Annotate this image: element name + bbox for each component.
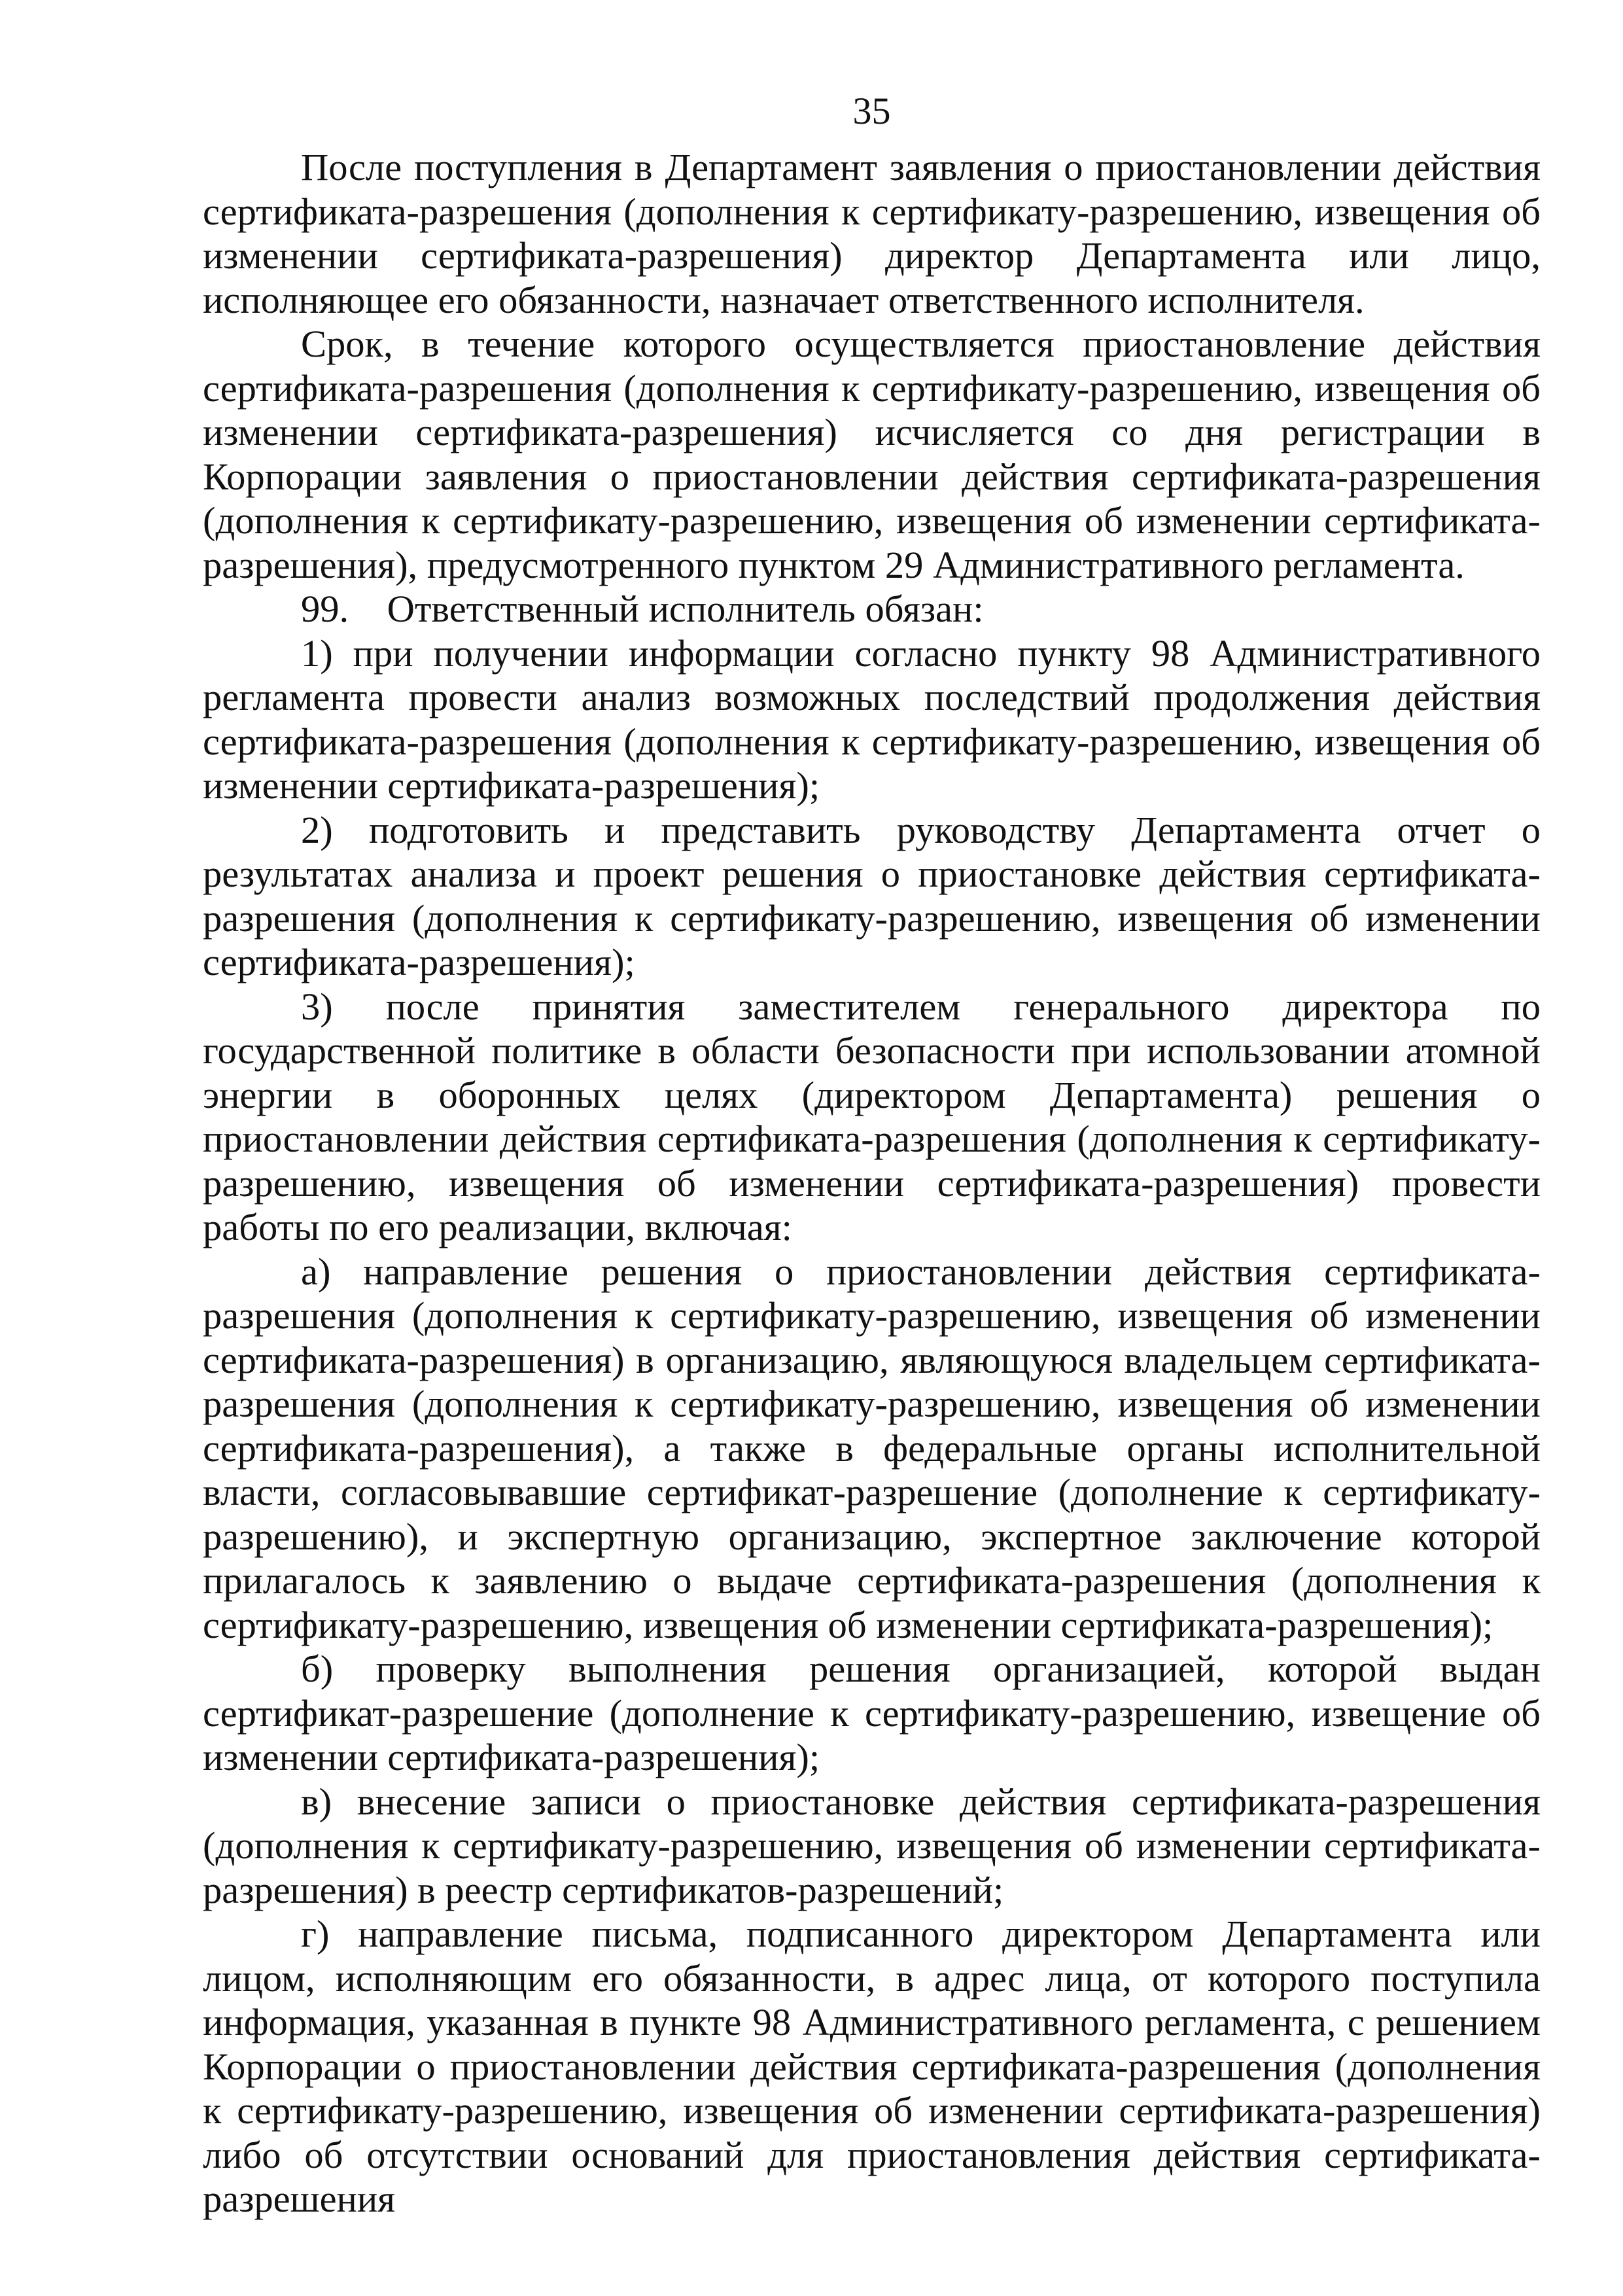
paragraph-99-item-1: 1) при получении информации согласно пункту 98 Административного регламента провести анализ возможных последствий продолжения действия сертификата-разрешения (дополнения к сертификату-разрешению, извещения об изменении сертификата-разрешения); — [203, 631, 1541, 807]
paragraph-suspension-term: Срок, в течение которого осуществляется приостановление действия сертификата-разрешения (дополнения к сертификату-разрешению, извещения об изменении сертификата-разрешения) исчисляется со дня регистрации в Корпорации заявления о приостановлении действия сертификата-разрешения (дополнения к сертификату-разрешению, извещения об изменении сертификата-разрешения), предусмотренного пунктом 29 Административного регламента. — [203, 323, 1541, 586]
paragraph-99-item-3v: в) внесение записи о приостановке действия сертификата-разрешения (дополнения к сертификату-разрешению, извещения об изменении сертификата-разрешения) в реестр сертификатов-разрешений; — [203, 1780, 1541, 1911]
paragraph-99-item-3b: б) проверку выполнения решения организацией, которой выдан сертификат-разрешение (дополнение к сертификату-разрешению, извещение об изменении сертификата-разрешения); — [203, 1648, 1541, 1778]
paragraph-99-header: 99. Ответственный исполнитель обязан: — [301, 588, 984, 630]
paragraph-99-item-3g: г) направление письма, подписанного директором Департамента или лицом, исполняющим его обязанности, в адрес лица, от которого поступила информация, указанная в пункте 98 Административного регламента, с решением Корпорации о приостановлении действия сертификата-разрешения (дополнения к сертификату-разрешению, извещения об изменении сертификата-разрешения) либо об отсутствии оснований для приостановления действия сертификата-разрешения — [203, 1913, 1541, 2220]
paragraph-99-item-3: 3) после принятия заместителем генерального директора по государственной политике в области безопасности при использовании атомной энергии в оборонных целях (директором Департамента) решения о приостановлении действия сертификата-разрешения (дополнения к сертификату-разрешению, извещения об изменении сертификата-разрешения) провести работы по его реализации, включая: — [203, 985, 1541, 1248]
paragraph-99-item-2: 2) подготовить и представить руководству Департамента отчет о результатах анализа и проект решения о приостановке действия сертификата-разрешения (дополнения к сертификату-разрешению, извещения об изменении сертификата-разрешения); — [203, 808, 1541, 983]
paragraph-responsible-appointment: После поступления в Департамент заявления о приостановлении действия сертификата-разрешения (дополнения к сертификату-разрешению, извещения об изменении сертификата-разрешения) директор Департамента или лицо, исполняющее его обязанности, назначает ответственного исполнителя. — [203, 146, 1541, 321]
document-page — [203, 85, 1541, 2221]
paragraph-99-item-3a: а) направление решения о приостановлении действия сертификата-разрешения (дополнения к сертификату-разрешению, извещения об изменении сертификата-разрешения) в организацию, являющуюся владельцем сертификата-разрешения (дополнения к сертификату-разрешению, извещения об изменении сертификата-разрешения), а также в федеральные органы исполнительной власти, согласовывавшие сертификат-разрешение (дополнение к сертификату-разрешению), и экспертную организацию, экспертное заключение которой прилагалось к заявлению о выдаче сертификата-разрешения (дополнения к сертификату-разрешению, извещения об изменении сертификата-разрешения); — [203, 1250, 1541, 1646]
page-number: 35 — [852, 90, 891, 132]
